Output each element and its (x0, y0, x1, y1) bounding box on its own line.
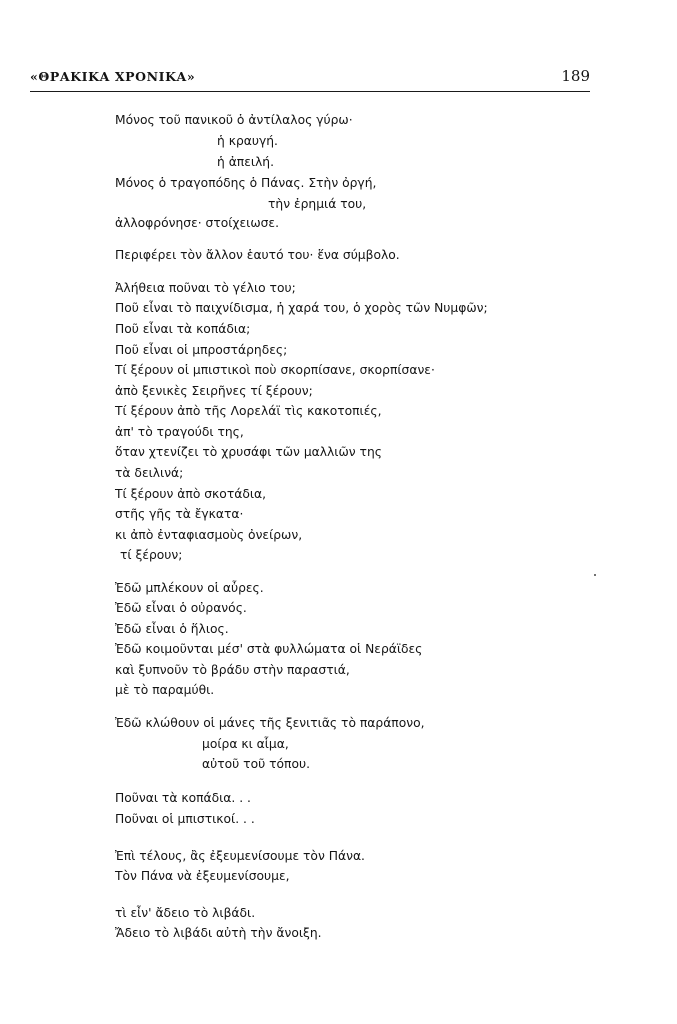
poem-line: Τί ξέρουν οἱ μπιστικοὶ ποὺ σκορπίσανε, σκορπίσανε· (115, 363, 435, 377)
poem-line: Ἐπὶ τέλους, ἂς ἐξευμενίσουμε τὸν Πάνα. (115, 849, 365, 863)
poem-line: τὶ εἶν' ἄδειο τὸ λιβάδι. (115, 906, 256, 920)
poem-line: Ἐδῶ μπλέκουν οἱ αὖρες. (115, 581, 264, 595)
poem-line: Τὸν Πάνα νὰ ἐξευμενίσουμε, (115, 869, 290, 883)
poem-line: μὲ τὸ παραμύθι. (115, 683, 215, 697)
poem-line: ἡ ἀπειλή. (217, 155, 274, 169)
poem-line: καὶ ξυπνοῦν τὸ βράδυ στὴν παραστιά, (115, 663, 350, 677)
poem-line: Περιφέρει τὸν ἄλλον ἑαυτό του· ἕνα σύμβολο. (115, 248, 400, 262)
poem-line: Ἐδῶ κλώθουν οἱ μάνες τῆς ξενιτιᾶς τὸ παράπονο, (115, 716, 425, 730)
poem-line: Μόνος ὁ τραγοπόδης ὁ Πάνας. Στὴν ὀργή, (115, 176, 377, 190)
poem-line: Ἐδῶ εἶναι ὁ ἥλιος. (115, 622, 229, 636)
poem-line: στῆς γῆς τὰ ἔγκατα· (115, 507, 244, 521)
poem-line: Τί ξέρουν ἀπὸ σκοτάδια, (115, 487, 267, 501)
poem-line: ἀπὸ ξενικὲς Σειρῆνες τί ξέρουν; (115, 384, 313, 398)
poem-line: τὰ δειλινά; (115, 466, 184, 480)
poem-line: τί ξέρουν; (120, 548, 183, 562)
poem-line: ἀπ' τὸ τραγούδι της, (115, 425, 244, 439)
poem-line: Τί ξέρουν ἀπὸ τῆς Λορελάϊ τὶς κακοτοπιές, (115, 404, 382, 418)
poem-line: ἀλλοφρόνησε· στοίχειωσε. (115, 216, 279, 230)
poem-line: Ποῦ εἶναι τὸ παιχνίδισμα, ἡ χαρά του, ὁ χορὸς τῶν Νυμφῶν; (115, 301, 488, 315)
poem-line: μοίρα κι αἷμα, (202, 737, 289, 751)
poem-line: Ποῦ εἶναι τὰ κοπάδια; (115, 322, 251, 336)
poem-line: Ἐδῶ εἶναι ὁ οὐρανός. (115, 601, 247, 615)
print-speck (594, 574, 596, 576)
poem-line: κι ἀπὸ ἐνταφιασμοὺς ὀνείρων, (115, 528, 303, 542)
poem-line: Ποῦναι οἱ μπιστικοί. . . (115, 812, 255, 826)
poem-line: Ἀλήθεια ποῦναι τὸ γέλιο του; (115, 281, 296, 295)
poem-line: Ποῦ εἶναι οἱ μπροστάρηδες; (115, 343, 288, 357)
poem-line: αὐτοῦ τοῦ τόπου. (202, 757, 311, 771)
poem-line: Ποῦναι τὰ κοπάδια. . . (115, 791, 251, 805)
poem-line: Ἐδῶ κοιμοῦνται μέσ' στὰ φυλλώματα οἱ Νεράϊδες (115, 642, 423, 656)
journal-title: «ΘΡΑΚΙΚΑ ΧΡΟΝΙΚΑ» (30, 69, 196, 84)
poem-line: Ἄδειο τὸ λιβάδι αὐτὴ τὴν ἄνοιξη. (115, 926, 322, 940)
page-number: 189 (561, 67, 590, 85)
poem-line: ὅταν χτενίζει τὸ χρυσάφι τῶν μαλλιῶν της (115, 445, 382, 459)
poem-line: Μόνος τοῦ πανικοῦ ὁ ἀντίλαλος γύρω· (115, 113, 353, 127)
poem-line: τὴν ἐρημιά του, (268, 197, 367, 211)
poem-line: ἡ κραυγή. (217, 134, 278, 148)
